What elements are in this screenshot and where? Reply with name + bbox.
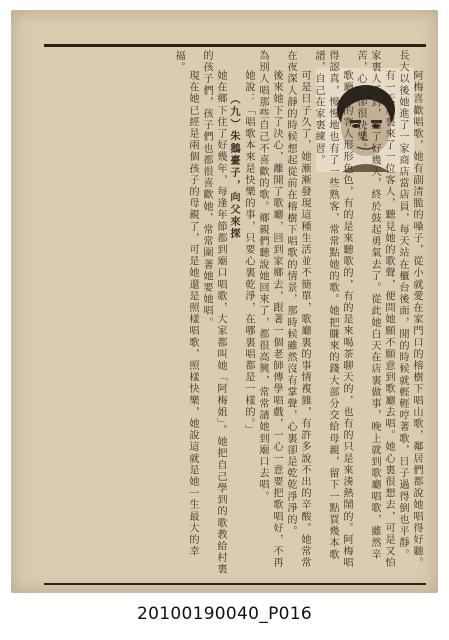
top-rule [44, 44, 426, 47]
body-paragraph: 歌廳裏的客人形形色色，有的是來聽歌的，有的是來喝茶聊天的，也有的只是來湊熱鬧的。阿梅唱得認真，慢慢地也有了一些熟客，常常點她的歌。她把賺來的錢大部分交給母親，留下一點買幾本歌譜，自己在家裏練習。 [313, 50, 352, 570]
body-paragraph: 阿梅喜歡唱歌，她有副清脆的嗓子，從小就愛在家門口的榕樹下唱山歌，鄰居們都說她唱得好聽。長大以後她進了一家商店當店員，每天站在櫃台後面，閒的時候就輕輕哼著歌，日子過得倒也平靜。 [397, 50, 422, 570]
body-paragraph: 可是日子久了，她漸漸發現這種生活並不簡單，歌廳裏的事情複雜，有許多說不出的辛酸。她常常在夜深人靜的時候想起從前在榕樹下唱歌的情景，那時候雖然沒有掌聲，心裏卻是乾乾淨淨的。 [285, 50, 310, 570]
section-heading: （九）朱鵝臺子，向父來探 [228, 93, 240, 241]
bottom-rule [44, 583, 426, 585]
body-paragraph: 後來她下了決心，離開了歌廳，回到家鄉去，跟著一個老師傅學唱戲，一心一意要把歌唱好，不再為別人唱那些自己不喜歡的歌。鄉親們聽說她回來了，都很高興，常常請她到廟口去唱。 [257, 50, 282, 570]
body-paragraph: 有一天店裏來了一位客人，聽見她的歌聲，便問她願不願意到歌廳去唱。她心裏很想去，可是又怕家裏人反對，想了好幾天，終於鼓起勇氣去了。從此她白天在店裏做事，晚上就到歌廳唱歌，雖然辛苦，心裏卻很快樂。 [355, 50, 394, 570]
body-paragraph: 她在鄉下住了好幾年，每逢年節都到廟口唱歌，大家都叫她「阿梅姐」。她把自己學到的歌教給村裏的孩子們，孩子們也都很喜歡她，常常圍著她要她唱。 [201, 50, 226, 576]
archive-caption: 20100190040_P016 [137, 604, 312, 624]
body-paragraph: 她說：「唱歌本來是快樂的事，只要心裏乾淨，在哪裏唱都是一樣的。」 [243, 70, 254, 437]
vertical-text-body [58, 50, 423, 578]
body-paragraph: 現在她已經是兩個孩子的母親了，可是她還是照樣唱歌，照樣快樂，她說這就是她一生最大的幸福。 [173, 50, 198, 558]
